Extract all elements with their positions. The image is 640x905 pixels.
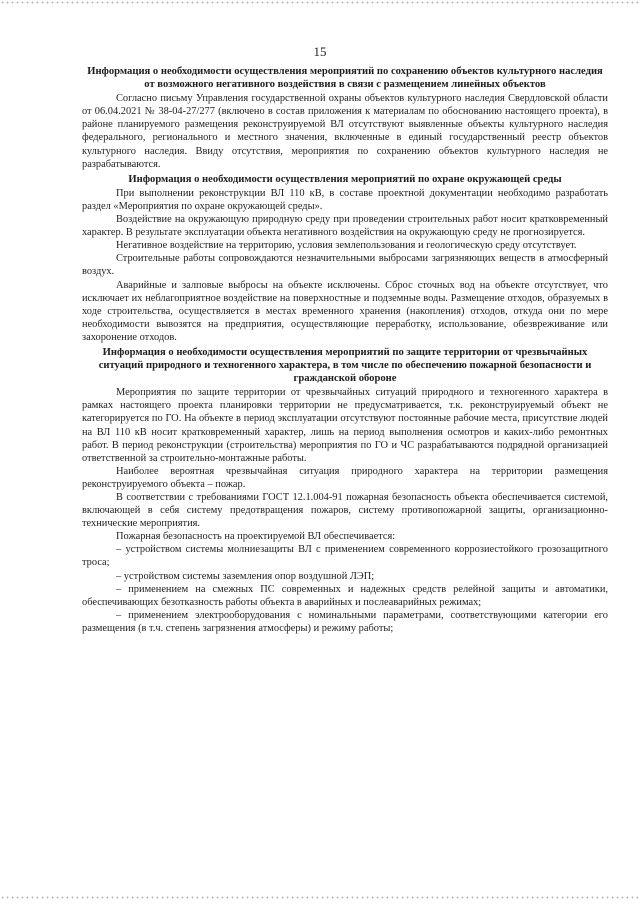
- list-item: – устройством системы заземления опор воздушной ЛЭП;: [116, 570, 375, 582]
- page-number: 15: [313, 44, 327, 59]
- paragraph: Аварийные и залповые выбросы на объекте исключены. Сброс сточных вод на объекте отсутствует, что исключает их неблагоприятное воздействие на поверхностные и подземные воды. Размещение отходов, образуемых в ходе строительства, осуществляется в местах временного хранения (накопления) отходов, откуда они по мере необходимости вывозятся на предприятия, осуществляющие переработку, использование, обезвреживание или захоронение отходов.: [82, 279, 608, 343]
- section-cultural-heritage: [82, 65, 608, 171]
- section-emergency-protection: [82, 346, 608, 635]
- scan-edge-bottom: [0, 895, 640, 901]
- section-environment: [82, 173, 608, 344]
- paragraph: Мероприятия по защите территории от чрезвычайных ситуаций природного и техногенного характера в рамках настоящего проекта планировки территории не предусматривается, т.к. реконструируемый объект не категорируется по ГО. На объекте в период эксплуатации отсутствуют постоянные рабочие места, присутствие людей на ВЛ 110 кВ носит кратковременный характер, лишь на период выполнения осмотров и каких-либо ремонтных работ. В период реконструкции (строительства) мероприятия по ГО и ЧС разрабатываются подрядной организацией ответственной за строительно-монтажные работы.: [82, 387, 608, 464]
- paragraph: Пожарная безопасность на проектируемой ВЛ обеспечивается:: [116, 531, 396, 543]
- document-body: [82, 63, 608, 635]
- list-item: – применением на смежных ПС современных и надежных средств релейной защиты и автоматики, обеспечивающих безотказность работы объекта в аварийных и послеаварийных режимах;: [82, 583, 608, 608]
- paragraph: Строительные работы сопровождаются незначительными выбросами загрязняющих веществ в атмосферный воздух.: [82, 253, 608, 278]
- paragraph: В соответствии с требованиями ГОСТ 12.1.004-91 пожарная безопасность объекта обеспечивается системой, включающей в себя систему предотвращения пожаров, систему противопожарной защиты, организационно-технические мероприятия.: [82, 492, 608, 530]
- paragraph: Негативное воздействие на территорию, условия землепользования и геологическую среду отсутствует.: [116, 240, 577, 252]
- section-heading: Информация о необходимости осуществления мероприятий по охране окружающей среды: [128, 173, 562, 185]
- list-item: – устройством системы молниезащиты ВЛ с применением современного коррозиестойкого грозозащитного троса;: [82, 544, 608, 569]
- section-heading: Информация о необходимости осуществления мероприятий по сохранению объектов культурного наследия от возможного негативного воздействия в связи с размещением линейных объектов: [87, 66, 603, 91]
- paragraph: Воздействие на окружающую природную среду при проведении строительных работ носит кратковременный характер. В результате эксплуатации объекта негативного воздействия на окружающую среду не прогнозируется.: [82, 214, 608, 239]
- scan-edge-top: [0, 0, 640, 6]
- paragraph: Наиболее вероятная чрезвычайная ситуация природного характера на территории размещения реконструируемого объекта – пожар.: [82, 465, 608, 490]
- section-heading: Информация о необходимости осуществления мероприятий по защите территории от чрезвычайных ситуаций природного и техногенного характера, в том числе по обеспечению пожарной безопасности и гражданской обороне: [98, 346, 592, 385]
- paragraph: Согласно письму Управления государственной охраны объектов культурного наследия Свердловской области от 06.04.2021 № 38-04-27/277 (включено в состав приложения к материалам по обоснованию настоящего проекта), в районе планируемого размещения реконструируемой ВЛ отсутствуют выявленные объекты культурного наследия федерального, регионального и местного значения, включенные в единый государственный реестр объектов культурного наследия. Ввиду отсутствия, мероприятия по сохранению объектов культурного наследия не разрабатываются.: [82, 93, 608, 170]
- list-item: – применением электрооборудования с номинальными параметрами, соответствующими категории его размещения (в т.ч. степень загрязнения атмосферы) и режиму работы;: [82, 609, 608, 634]
- paragraph: При выполнении реконструкции ВЛ 110 кВ, в составе проектной документации необходимо разработать раздел «Мероприятия по охране окружающей среды».: [82, 187, 608, 212]
